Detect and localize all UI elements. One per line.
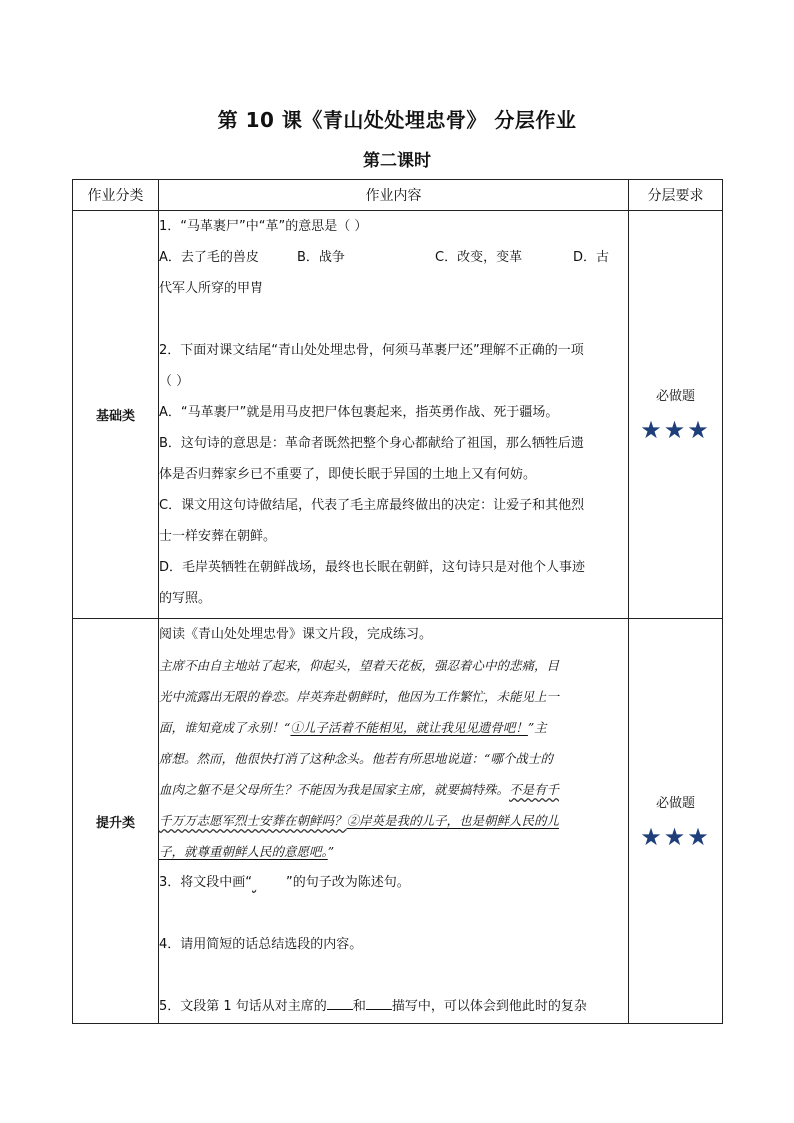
requirement-label: 必做题: [655, 389, 695, 404]
table-header-row: [73, 180, 723, 211]
wavy-underlined-sentence: 千万万志愿军烈士安葬在朝鲜吗？: [159, 813, 347, 828]
question-5: [159, 991, 628, 1022]
question-2-option-c-cont: 士一样安葬在朝鲜。: [159, 529, 277, 544]
question-5-text: 5．文段第 1 句话从对主席的: [159, 999, 327, 1014]
underlined-sentence-1: ①儿子活着不能相见，就让我见见遗骨吧！: [290, 720, 528, 735]
question-3-text: 3．将文段中画“: [159, 875, 253, 890]
passage-text: ”主: [527, 720, 547, 735]
question-2-stem: 2．下面对课文结尾“青山处处埋忠骨，何须马革裹尸还”理解不正确的一项: [159, 343, 584, 358]
question-2-option-d: D．毛岸英牺牲在朝鲜战场，最终也长眠在朝鲜，这句诗只是对他个人事迹: [159, 560, 586, 575]
wavy-underlined-sentence: 不是有千: [509, 782, 560, 797]
answer-blank[interactable]: [327, 995, 353, 1010]
requirement-cell: [629, 211, 723, 619]
requirement-label: 必做题: [655, 795, 695, 811]
reading-intro: 阅读《青山处处埋忠骨》课文片段，完成练习。: [159, 627, 433, 642]
option-c: C．改变，变革: [435, 250, 523, 265]
homework-table: [72, 179, 723, 1024]
question-2-option-c: C．课文用这句诗做结尾，代表了毛主席最终做出的决定：让爱子和其他烈: [159, 498, 585, 513]
header-requirement: 分层要求: [629, 180, 723, 211]
requirement-cell: [629, 619, 723, 1024]
page-title: 第 10 课《青山处处埋忠骨》 分层作业: [217, 108, 577, 132]
underlined-sentence-2: 子，就尊重朝鲜人民的意愿吧。: [159, 844, 328, 859]
passage-line: [159, 774, 628, 805]
question-2-option-a: A．“马革裹尸”就是用马皮把尸体包裹起来，指英勇作战、死于疆场。: [159, 405, 559, 420]
underlined-sentence-2: ②岸英是我的儿子，也是朝鲜人民的儿: [346, 813, 560, 828]
page-subtitle: 第二课时: [363, 151, 431, 171]
table-row: [73, 211, 723, 619]
passage-line: [159, 805, 628, 836]
question-2-paren: （ ）: [159, 374, 190, 389]
header-content: 作业内容: [159, 180, 629, 211]
spacer: [159, 898, 628, 929]
answer-blank[interactable]: [366, 995, 392, 1010]
category-cell: 基础类: [73, 211, 159, 619]
content-cell: [159, 619, 629, 1024]
question-3-text: ”的句子改为陈述句。: [286, 875, 410, 890]
question-1-stem: 1．“马革裹尸”中“革”的意思是（ ）: [159, 219, 368, 234]
question-2-option-b-cont: 体是否归葬家乡已不重要了，即使长眠于异国的土地上又有何妨。: [159, 467, 537, 482]
question-1-options: [159, 242, 628, 273]
content-cell: [159, 211, 629, 619]
passage-text: 血肉之躯不是父母所生？不能因为我是国家主席，就要搞特殊。: [159, 782, 510, 797]
option-b: B．战争: [297, 250, 345, 265]
spacer: [159, 304, 628, 335]
question-2-option-b: B．这句诗的意思是：革命者既然把整个身心都献给了祖国，那么牺牲后遗: [159, 436, 584, 451]
passage-line: 光中流露出无限的眷恋。岸英奔赴朝鲜时，他因为工作繁忙，未能见上一: [159, 689, 560, 704]
question-4: 4．请用简短的话总结选段的内容。: [159, 937, 363, 952]
passage-line: [159, 712, 628, 743]
table-row: [73, 619, 723, 1024]
question-3: [159, 867, 628, 898]
category-cell: 提升类: [73, 619, 159, 1024]
passage-line: 主席不由自主地站了起来，仰起头，望着天花板，强忍着心中的悲痛，目: [159, 658, 560, 673]
passage-text: ”: [327, 844, 335, 859]
reading-passage: [159, 650, 628, 867]
question-2-option-d-cont: 的写照。: [159, 591, 212, 606]
spacer: [159, 960, 628, 991]
question-5-text: 描写中，可以体会到他此时的复杂: [391, 999, 587, 1014]
header-category: 作业分类: [73, 180, 159, 211]
passage-line: [159, 836, 628, 867]
option-d-continued: 代军人所穿的甲胄: [159, 281, 264, 296]
question-5-text: 和: [352, 999, 366, 1014]
option-d: D．古: [573, 250, 610, 265]
star-rating-icon: ★★★: [640, 822, 711, 851]
passage-text: 面，谁知竟成了永别！“: [159, 720, 291, 735]
star-rating-icon: ★★★: [640, 416, 711, 444]
passage-line: 席想。然而，他很快打消了这种念头。他若有所思地说道：“哪个战士的: [159, 751, 553, 766]
wavy-line-mark: [252, 867, 286, 898]
option-a: A．去了毛的兽皮: [159, 250, 259, 265]
